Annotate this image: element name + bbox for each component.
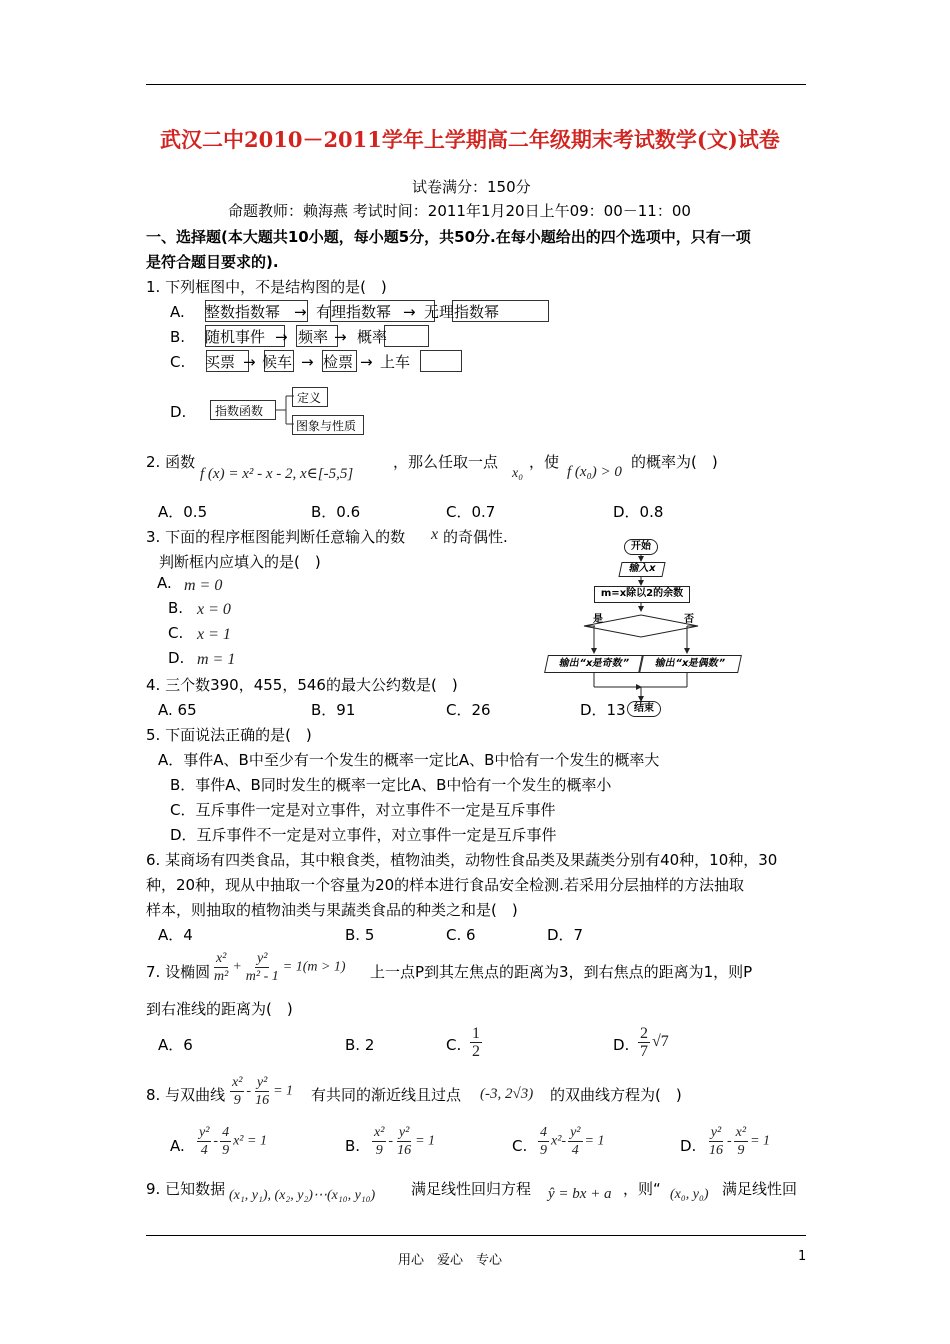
exam-info: 命题教师：赖海燕 考试时间：2011年1月20日上午09：00－11：00 bbox=[228, 202, 691, 220]
q8-mid: 有共同的渐近线且过点 bbox=[311, 1086, 462, 1104]
arrow-icon: → bbox=[301, 353, 314, 371]
q2-point: x₀ bbox=[512, 466, 524, 481]
q6-option-c: C. 6 bbox=[446, 926, 476, 944]
q3-var: x bbox=[431, 526, 439, 543]
q8-d-rhs: = 1 bbox=[750, 1133, 771, 1149]
q7-option-a: A．6 bbox=[158, 1036, 193, 1054]
q7-f2-den: m² - 1 bbox=[245, 969, 279, 984]
q4-option-b: B．91 bbox=[311, 701, 356, 719]
q8-c-rhs: = 1 bbox=[584, 1133, 605, 1149]
q3-line1-pre: 3. 下面的程序框图能判断任意输入的数 bbox=[146, 528, 406, 546]
q2-option-b: B．0.6 bbox=[311, 503, 361, 521]
q2-post: 的概率为( ) bbox=[631, 453, 718, 471]
q1-option-b-label: B. bbox=[170, 328, 186, 346]
q8-a-d1: 4 bbox=[200, 1143, 208, 1158]
q7-option-c-value bbox=[468, 1025, 484, 1060]
q7-d-den: 7 bbox=[640, 1043, 648, 1060]
q7-post: 上一点P到其左焦点的距离为3，到右焦点的距离为1，则P bbox=[370, 963, 753, 981]
q3-label-c: C. bbox=[168, 624, 184, 642]
q3-choice-b: x = 0 bbox=[197, 601, 231, 618]
q2-mid1: ，那么任取一点 bbox=[393, 453, 499, 471]
q7-rhs: = 1(m > 1) bbox=[282, 959, 346, 975]
flow-no: 否 bbox=[684, 614, 694, 625]
q5-option-c: C．互斥事件一定是对立事件，对立事件不一定是互斥事件 bbox=[170, 801, 556, 819]
q1-c-item-3: 检票 bbox=[323, 353, 354, 371]
q7-d-num: 2 bbox=[640, 1025, 648, 1042]
q6-option-a: A．4 bbox=[158, 926, 193, 944]
q8-a-tail: x² bbox=[233, 1133, 244, 1149]
flow-output-even: 输出“x是偶数” bbox=[638, 655, 742, 673]
q8-c-n2: y² bbox=[570, 1125, 581, 1140]
q2-formula: f (x) = x² - x - 2, x∈[-5,5] bbox=[200, 466, 354, 482]
flow-end: 结束 bbox=[627, 701, 661, 717]
q8-option-a-label: A. bbox=[170, 1137, 185, 1155]
q7-c-num: 1 bbox=[472, 1025, 480, 1042]
q9-mid: 满足线性回归方程 bbox=[411, 1180, 532, 1198]
q9-mid2: ，则“ bbox=[623, 1180, 661, 1198]
q9-data: (x₁, y₁), (x₂, y₂)⋯(x₁₀, y₁₀) bbox=[229, 1188, 376, 1203]
q4-stem: 4. 三个数390，455，546的最大公约数是( ) bbox=[146, 676, 458, 694]
q7-c-den: 2 bbox=[472, 1043, 480, 1060]
q8-c-d1: 9 bbox=[540, 1143, 547, 1158]
q8-b-n1: x² bbox=[374, 1125, 385, 1140]
q7-line2: 到右准线的距离为( ) bbox=[146, 1000, 293, 1018]
q1-c-item-4: 上车 bbox=[380, 353, 411, 371]
q2-option-a: A．0.5 bbox=[158, 503, 208, 521]
q8-b-d2: 16 bbox=[397, 1143, 412, 1158]
q8-c-minus: - bbox=[561, 1133, 567, 1149]
flow-input: 输入x bbox=[618, 562, 665, 577]
q8-b-rhs: = 1 bbox=[415, 1133, 436, 1149]
q8-d-n2: x² bbox=[735, 1125, 747, 1140]
q1-c-item-1: 买票 bbox=[205, 353, 236, 371]
q5-option-a: A．事件A、B中至少有一个发生的概率一定比A、B中恰有一个发生的概率大 bbox=[158, 751, 660, 769]
q1-option-a-label: A. bbox=[170, 303, 185, 321]
q7-option-b: B. 2 bbox=[345, 1036, 375, 1054]
q9-eq: ŷ = bx + a bbox=[548, 1186, 612, 1202]
q5-option-d: D．互斥事件不一定是对立事件，对立事件一定是互斥事件 bbox=[170, 826, 557, 844]
exam-score: 试卷满分：150分 bbox=[412, 178, 531, 196]
q7-option-d-value bbox=[636, 1025, 669, 1060]
flow-output-odd: 输出“x是奇数” bbox=[544, 655, 644, 673]
arrow-icon: → bbox=[360, 353, 373, 371]
q8-pre: 8. 与双曲线 bbox=[146, 1086, 226, 1104]
q7-option-d-label: D. bbox=[613, 1036, 630, 1054]
q8-option-d-eq bbox=[705, 1124, 770, 1159]
q1-d-child1: 定义 bbox=[297, 391, 322, 405]
q3-line1-post: 的奇偶性. bbox=[443, 528, 508, 546]
q2-option-c: C．0.7 bbox=[446, 503, 496, 521]
q8-option-c-eq bbox=[536, 1124, 604, 1159]
q7-d-root: √7 bbox=[652, 1033, 669, 1051]
q8-c-head: x² bbox=[551, 1133, 562, 1149]
q3-label-b: B. bbox=[168, 599, 184, 617]
q1-b-item-2: 频率 bbox=[298, 328, 329, 346]
q8-option-d-label: D. bbox=[680, 1137, 697, 1155]
arrow-icon: → bbox=[334, 328, 347, 346]
q8-d-d2: 9 bbox=[737, 1143, 745, 1158]
top-rule bbox=[146, 84, 806, 85]
q8-a-d2: 9 bbox=[222, 1143, 230, 1158]
arrow-icon: → bbox=[294, 303, 307, 321]
q8-a-n1: y² bbox=[199, 1125, 210, 1140]
q1-option-d-label: D. bbox=[170, 403, 187, 421]
q8-a-rhs: = 1 bbox=[247, 1133, 267, 1149]
q1-d-root: 指数函数 bbox=[215, 404, 264, 418]
q9-point: (x₀, y₀) bbox=[670, 1187, 709, 1202]
flow-start: 开始 bbox=[624, 539, 658, 555]
q3-choice-a: m = 0 bbox=[184, 577, 223, 594]
q8-post: 的双曲线方程为( ) bbox=[550, 1086, 682, 1104]
q8-point: (-3, 2√3) bbox=[480, 1086, 534, 1102]
q1-b-item-3: 概率 bbox=[357, 328, 388, 346]
q3-label-a: A. bbox=[157, 574, 172, 592]
section-heading-cont: 是符合题目要求的). bbox=[146, 253, 279, 271]
exam-title: 武汉二中2010－2011学年上学期高二年级期末考试数学(文)试卷 bbox=[160, 127, 780, 152]
q8-d-minus: - bbox=[727, 1133, 732, 1149]
q8-n1: x² bbox=[232, 1075, 243, 1090]
q8-rhs: = 1 bbox=[273, 1083, 294, 1099]
q8-d-n1: y² bbox=[710, 1125, 722, 1140]
q7-f1-num: x² bbox=[215, 951, 227, 966]
q3-label-d: D. bbox=[168, 649, 185, 667]
q6-line1: 6. 某商场有四类食品，其中粮食类，植物油类，动物性食品类及果蔬类分别有40种，10种，30 bbox=[146, 851, 778, 869]
flow-process: m=x除以2的余数 bbox=[594, 586, 690, 603]
q8-d1: 9 bbox=[233, 1093, 241, 1108]
q8-n2: y² bbox=[256, 1075, 268, 1090]
section-heading: 一、选择题(本大题共10小题，每小题5分，共50分.在每小题给出的四个选项中，只有一项 bbox=[146, 228, 751, 246]
q2-cond: f (x₀) > 0 bbox=[567, 464, 622, 480]
q8-a-minus: - bbox=[213, 1133, 219, 1149]
q7-option-c-label: C. bbox=[446, 1036, 462, 1054]
q6-line2: 种，20种，现从中抽取一个容量为20的样本进行食品安全检测.若采用分层抽样的方法抽取 bbox=[146, 876, 744, 894]
arrow-icon: → bbox=[403, 303, 416, 321]
q8-option-b-eq bbox=[370, 1124, 435, 1159]
q3-line2: 判断框内应填入的是( ) bbox=[159, 553, 321, 571]
q9-pre: 9. 已知数据 bbox=[146, 1180, 226, 1198]
q8-b-minus: - bbox=[388, 1133, 394, 1149]
q2-pre: 2. 函数 bbox=[146, 453, 196, 471]
q8-option-b-label: B. bbox=[345, 1137, 361, 1155]
q7-f1-den: m² bbox=[214, 969, 229, 984]
q4-option-d: D．13 bbox=[580, 701, 626, 719]
q8-a-n2: 4 bbox=[222, 1125, 230, 1140]
q1-a-item-3: 无理指数幂 bbox=[424, 303, 500, 321]
arrow-icon: → bbox=[243, 353, 256, 371]
q5-stem: 5. 下面说法正确的是( ) bbox=[146, 726, 312, 744]
q8-b-d1: 9 bbox=[375, 1143, 383, 1158]
q2-option-d: D．0.8 bbox=[613, 503, 664, 521]
q8-minus: - bbox=[246, 1083, 252, 1099]
q3-choice-c: x = 1 bbox=[197, 626, 231, 643]
footer-motto: 用心 爱心 专心 bbox=[398, 1253, 503, 1268]
q1-a-item-2: 有理指数幂 bbox=[316, 303, 392, 321]
q6-option-d: D．7 bbox=[547, 926, 584, 944]
bottom-rule bbox=[146, 1235, 806, 1236]
q7-f2-num: y² bbox=[257, 951, 268, 966]
q1-stem: 1. 下列框图中，不是结构图的是( ) bbox=[146, 278, 387, 296]
q8-c-d2: 4 bbox=[571, 1143, 579, 1158]
q1-option-c-label: C. bbox=[170, 353, 186, 371]
q7-pre: 7. 设椭圆 bbox=[146, 963, 211, 981]
q1-a-item-1: 整数指数幂 bbox=[205, 303, 281, 321]
q8-hyperbola-equation bbox=[228, 1074, 293, 1109]
q6-line3: 样本，则抽取的植物油类与果蔬类食品的种类之和是( ) bbox=[146, 901, 518, 919]
q8-d2: 16 bbox=[255, 1093, 270, 1108]
q8-option-a-eq bbox=[195, 1124, 267, 1159]
q8-d-d1: 16 bbox=[709, 1143, 723, 1158]
q8-c-n1: 4 bbox=[540, 1125, 547, 1140]
q6-option-b: B. 5 bbox=[345, 926, 375, 944]
flow-yes: 是 bbox=[593, 614, 603, 625]
q1-d-child2: 图象与性质 bbox=[296, 419, 357, 433]
q8-b-n2: y² bbox=[398, 1125, 410, 1140]
q8-option-c-label: C. bbox=[512, 1137, 528, 1155]
q1-c-box-4 bbox=[420, 350, 462, 372]
page-number: 1 bbox=[798, 1249, 807, 1264]
q1-b-item-1: 随机事件 bbox=[205, 328, 266, 346]
q3-choice-d: m = 1 bbox=[197, 651, 236, 668]
q2-mid2: ，使 bbox=[529, 453, 560, 471]
q1-c-item-2: 候车 bbox=[262, 353, 293, 371]
arrow-icon: → bbox=[275, 328, 288, 346]
q1-b-box-3 bbox=[384, 325, 429, 347]
q7-ellipse-equation bbox=[210, 950, 346, 985]
q5-option-b: B．事件A、B同时发生的概率一定比A、B中恰有一个发生的概率小 bbox=[170, 776, 612, 794]
q7-plus: + bbox=[232, 959, 242, 975]
q4-option-c: C．26 bbox=[446, 701, 491, 719]
q4-option-a: A. 65 bbox=[158, 701, 197, 719]
q9-post: 满足线性回 bbox=[722, 1180, 798, 1198]
